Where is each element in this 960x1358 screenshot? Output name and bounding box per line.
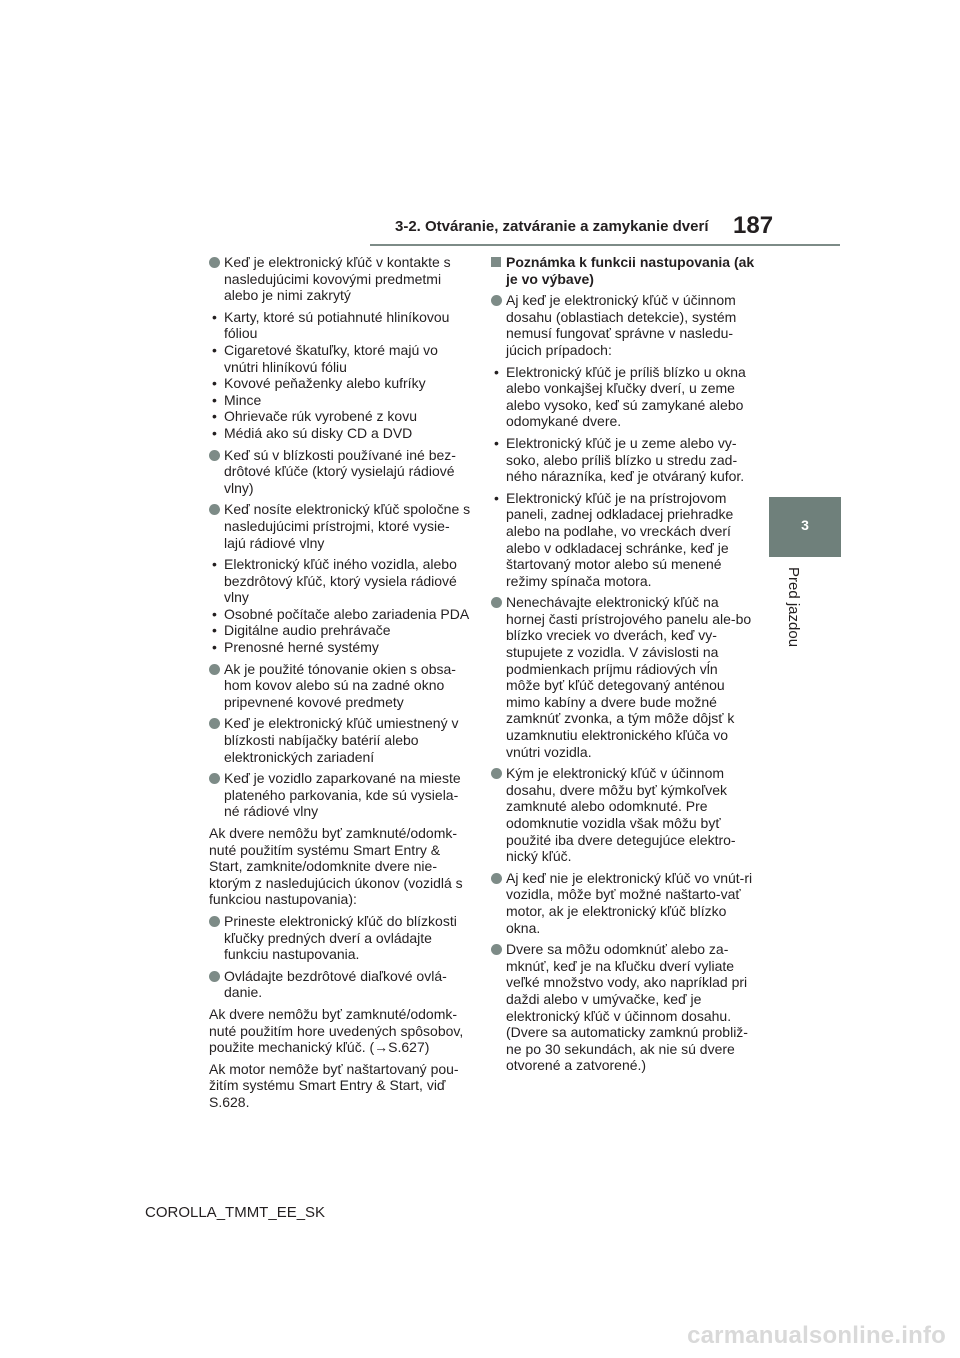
bullet-text: Aj keď je elektronický kľúč v účinnom dosahu (oblastiach detekcie), systém nemusí fungovať správne v nasledu-júcich prípadoch:: [506, 292, 737, 358]
sub-item: • Karty, ktoré sú potiahnuté hliníkovou fóliou: [212, 308, 450, 342]
header-divider: [370, 244, 840, 246]
sub-list: [491, 364, 755, 590]
bullet-item: [491, 292, 755, 358]
bullet-text: Keď nosíte elektronický kľúč spoločne s nasledujúcimi prístrojmi, ktoré vysie-lajú rádiové vlny: [224, 501, 471, 551]
bullet-dot-icon: [491, 597, 502, 608]
sub-item-text: Karty, ktoré sú potiahnuté hliníkovou fóliou: [224, 308, 450, 342]
bullet-item: [491, 765, 755, 865]
watermark: carmanualsonline.info: [687, 1322, 946, 1349]
sub-item: • Elektronický kľúč je na prístrojovom paneli, zadnej odkladacej priehradke alebo na podlahe, vo vreckách dverí alebo v odkladacej schránke, keď je štartovaný motor alebo sú menené režimy spínača motora.: [494, 489, 734, 589]
sub-item: • Prenosné herné systémy: [212, 639, 379, 656]
sub-item: • Osobné počítače alebo zariadenia PDA: [212, 605, 470, 622]
bullet-text: Keď sú v blízkosti používané iné bez-drôtové kľúče (ktorý vysielajú rádiové vlny): [224, 446, 456, 496]
bullet-text: Keď je vozidlo zaparkované na mieste plateného parkovania, kde sú vysiela-né rádiové vlny: [224, 770, 461, 820]
sub-item: • Digitálne audio prehrávače: [212, 622, 391, 639]
sub-item: • Elektronický kľúč je príliš blízko u okna alebo vonkajšej kľučky dverí, u zeme alebo vysoko, keď sú zamykané alebo odomykané dvere.: [494, 363, 746, 430]
sub-item-text: Elektronický kľúč je príliš blízko u okna alebo vonkajšej kľučky dverí, u zeme alebo vysoko, keď sú zamykané alebo odomykané dvere.: [506, 363, 746, 430]
sub-item-text: Elektronický kľúč je u zeme alebo vy-soko, alebo príliš blízko u stredu zad-ného nárazníka, keď je otváraný kufor.: [506, 434, 745, 485]
bullet-text: Keď je elektronický kľúč v kontakte s nasledujúcimi kovovými predmetmi alebo je nimi zakrytý: [224, 254, 451, 304]
sub-item-text: Elektronický kľúč iného vozidla, alebo bezdrôtový kľúč, ktorý vysiela rádiové vlny: [224, 556, 457, 606]
left-column: [209, 254, 471, 1116]
bullet-text: Ovládajte bezdrôtové diaľkové ovlá-danie.: [224, 967, 447, 1001]
bullet-item: [209, 254, 471, 304]
bullet-text: Dvere sa môžu odomknúť alebo za-mknúť, keď je na kľučku dverí vyliate veľké množstvo vody, ako napríklad pri daždi alebo v umývačke, keď je elektronický kľúč v účinnom dosahu. (Dvere sa automaticky zamknú probliž-ne po 30 sekundách, ak nie sú dvere otvorené a zatvorené.): [506, 941, 748, 1074]
bullet-dot-icon: [491, 768, 502, 779]
bullet-item: [209, 501, 471, 551]
document-code: COROLLA_TMMT_EE_SK: [145, 1204, 326, 1221]
right-column: [491, 254, 755, 1079]
bullet-item: [209, 968, 471, 1001]
bullet-dot-icon: [209, 916, 220, 927]
bullet-text: Ak je použité tónovanie okien s obsa-hom kovov alebo sú na zadné okno pripevnené kovové predmety: [224, 660, 456, 710]
note-heading: [491, 254, 755, 287]
sub-item-text: Médiá ako sú disky CD a DVD: [224, 424, 413, 441]
note-title: Poznámka k funkcii nastupovania (ak je vo výbave): [506, 254, 755, 287]
bullet-dot-icon: [209, 450, 220, 461]
bullet-item: [209, 715, 471, 765]
sub-item-text: Digitálne audio prehrávače: [224, 622, 391, 639]
bullet-dot-icon: [491, 873, 502, 884]
sub-item-text: Osobné počítače alebo zariadenia PDA: [224, 605, 470, 622]
sub-item-text: Ohrievače rúk vyrobené z kovu: [224, 408, 417, 425]
bullet-dot-icon: [209, 257, 220, 268]
page-number: 187: [733, 212, 774, 239]
bullet-item: [491, 870, 755, 936]
bullet-dot-icon: [209, 664, 220, 675]
bullet-dot-icon: [491, 944, 502, 955]
bullet-dot-icon: [209, 504, 220, 515]
bullet-text: Keď je elektronický kľúč umiestnený v blízkosti nabíjačky batérií alebo elektronických zariadení: [224, 715, 459, 765]
section-title: 3-2. Otváranie, zatváranie a zamykanie dverí: [395, 218, 709, 235]
bullet-dot-icon: [209, 718, 220, 729]
square-bullet-icon: [491, 257, 501, 267]
bullet-item: [209, 770, 471, 820]
bullet-item: [209, 447, 471, 497]
bullet-item: [209, 913, 471, 963]
paragraph: Ak dvere nemôžu byť zamknuté/odomk-nuté použitím hore uvedených spôsobov, použite mechanický kľúč. (→S.627): [209, 1005, 464, 1056]
paragraph: Ak motor nemôže byť naštartovaný pou-žitím systému Smart Entry & Start, viď S.628.: [209, 1060, 459, 1110]
sub-list: [209, 309, 471, 442]
sub-item-text: Prenosné herné systémy: [224, 639, 379, 656]
sub-item: • Cigaretové škatuľky, ktoré majú vo vnútri hliníkovú fóliu: [212, 341, 438, 375]
sub-item: • Elektronický kľúč je u zeme alebo vy-soko, alebo príliš blízko u stredu zad-ného nárazníka, keď je otváraný kufor.: [494, 434, 745, 485]
sub-list: [209, 556, 471, 656]
sub-item-text: Mince: [224, 391, 262, 408]
bullet-dot-icon: [209, 971, 220, 982]
bullet-item: [209, 661, 471, 711]
sub-item-text: Kovové peňaženky alebo kufríky: [224, 375, 426, 392]
sub-item: • Elektronický kľúč iného vozidla, alebo bezdrôtový kľúč, ktorý vysiela rádiové vlny: [212, 556, 457, 606]
chapter-tab[interactable]: [769, 497, 841, 557]
sub-item: • Médiá ako sú disky CD a DVD: [212, 424, 413, 441]
sub-item: • Kovové peňaženky alebo kufríky: [212, 375, 426, 392]
bullet-item: [491, 941, 755, 1074]
sub-item-text: Cigaretové škatuľky, ktoré majú vo vnútri hliníkovú fóliu: [224, 341, 438, 375]
sub-item-text: Elektronický kľúč je na prístrojovom paneli, zadnej odkladacej priehradke alebo na podlahe, vo vreckách dverí alebo v odkladacej schránke, keď je štartovaný motor alebo sú menené režimy spínača motora.: [506, 489, 734, 589]
bullet-dot-icon: [209, 773, 220, 784]
bullet-text: Aj keď nie je elektronický kľúč vo vnút-ri vozidla, môže byť možné naštarto-vať motor, ak je elektronický kľúč blízko okna.: [506, 869, 753, 936]
bullet-item: [491, 594, 755, 760]
chapter-number: 3: [801, 517, 809, 533]
bullet-dot-icon: [491, 295, 502, 306]
bullet-text: Nenechávajte elektronický kľúč na hornej časti prístrojového panelu ale-bo blízko vreciek vo dverách, keď vy-stupujete z vozidla. V závislosti na podmienkach príjmu rádiových vĺn môže byť kľúč detegovaný anténou mimo kabíny a dvere bude možné zamknúť zvonka, a tým môže dôjsť k uzamknutiu elektronického kľúča vo vnútri vozidla.: [506, 594, 752, 760]
chapter-label: Pred jazdou: [785, 567, 802, 648]
paragraph: Ak dvere nemôžu byť zamknuté/odomk-nuté použitím systému Smart Entry & Start, zamknite/odomknite dvere nie-ktorým z nasledujúcich úkonov (vozidlá s funkciou nastupovania):: [209, 825, 463, 908]
sub-item: • Ohrievače rúk vyrobené z kovu: [212, 408, 417, 425]
sub-item: • Mince: [212, 391, 262, 408]
bullet-text: Prineste elektronický kľúč do blízkosti kľučky predných dverí a ovládajte funkciu nastupovania.: [224, 912, 457, 963]
bullet-text: Kým je elektronický kľúč v účinnom dosahu, dvere môžu byť kýmkoľvek zamknuté alebo odomknuté. Pre odomknutie vozidla však môžu byť použité iba dvere detegujúce elektro-nický kľúč.: [506, 765, 736, 865]
